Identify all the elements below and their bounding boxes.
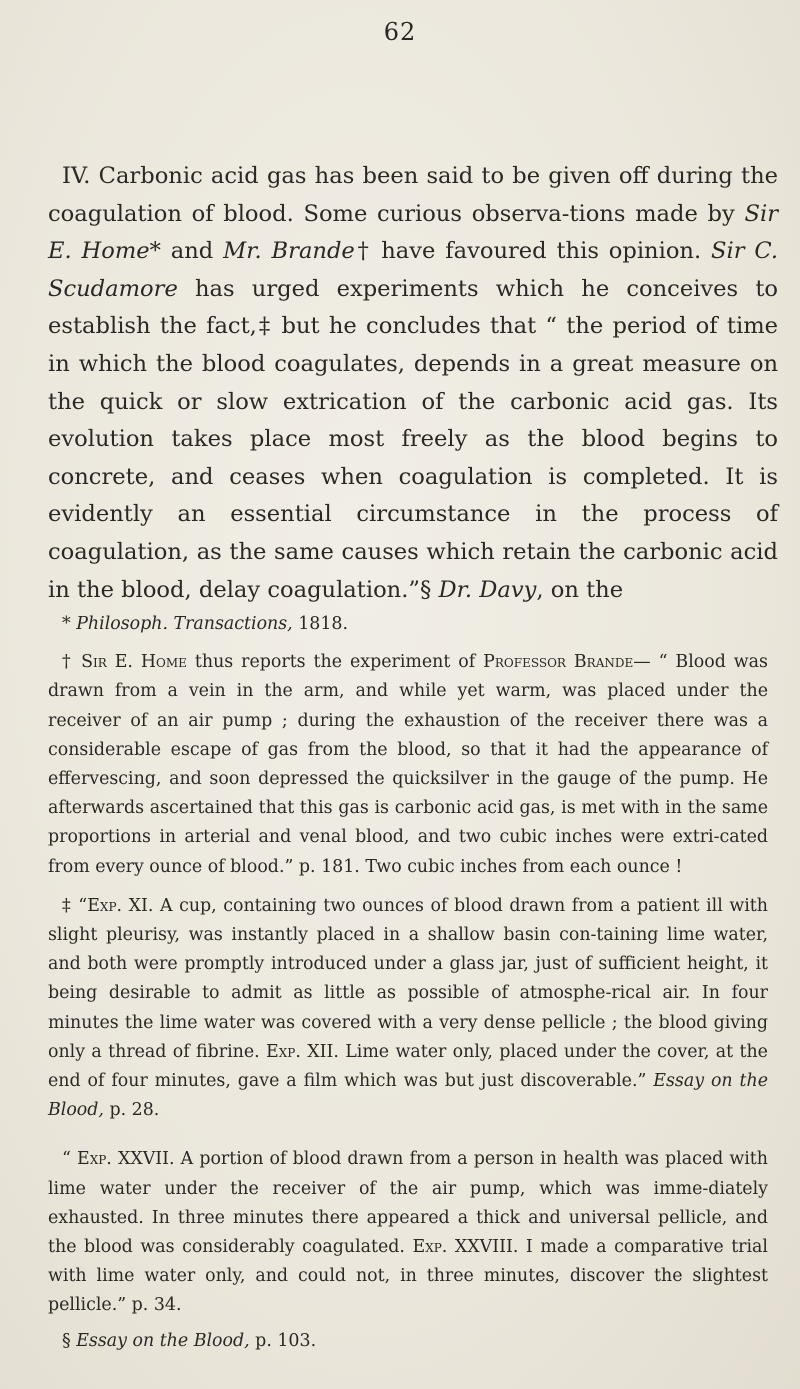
fn2-text-2: — “ Blood was drawn from a vein in the arm, and while yet warm, was placed under the receiver of an air pump ; during the exhaustion of the receiver there was a considerable escape of gas from the blood, so that it had the appearance of effervescing, and soon depressed the quicksilver in the gauge of the pump. He afterwards ascertained that this gas is carbonic acid gas, is met with in the same proportions in arterial and venal blood, and two cubic inches were extri-cated from every ounce of blood.” p. 181. Two cubic inches from each ounce ! — [48, 652, 768, 877]
main-paragraph-block — [48, 158, 778, 609]
p1-text-3: has urged experiments which he conceives to establish the fact,‡ but he concludes that “ the period of time in which the blood coagulates, depends in a great measure on the quick or slow extrication of the carbonic acid gas. Its evolution takes place most freely as the blood begins to concrete, and ceases when coagulation is completed. It is evidently an essential circumstance in the process of coagulation, as the same causes which retain the carbonic acid in the blood, delay coagulation.”§ — [48, 275, 778, 603]
footnote-1 — [48, 610, 768, 639]
footnote-3-continued — [48, 1145, 768, 1320]
paragraph-carbonic-acid — [48, 158, 778, 609]
fn1-title: Philosoph. Transactions, — [76, 614, 293, 634]
p1-name-brande: Mr. Brande — [223, 238, 355, 265]
footnote-2 — [48, 648, 768, 882]
footnote-4 — [48, 1327, 768, 1356]
p1-footnote-mark-1: * — [149, 238, 161, 265]
fn5-page: p. 103. — [249, 1330, 317, 1351]
p1-and: and — [160, 238, 224, 265]
p1-name-scudamore: Sir C. Scudamore — [48, 238, 779, 302]
fn5-mark: § — [62, 1330, 77, 1351]
p1-text-2: have favoured this opinion. — [371, 238, 711, 265]
fn2-name-home: Sir E. Home — [81, 652, 187, 673]
fn4-text-1: A portion of blood drawn from a person in health was placed with lime water under the receiver of the air pump, which was imme-diately exhausted. In three minutes there appeared a thick and universal pellicle, and the blood was considerably coagulated. — [48, 1149, 768, 1258]
p1-footnote-mark-2: † — [354, 238, 372, 265]
fn3-exp-xi: Exp. XI. — [87, 895, 154, 916]
fn4-open-quote: “ — [62, 1149, 77, 1170]
fn3-source: Essay on the Blood, — [48, 1071, 768, 1121]
footnotes-block — [48, 610, 768, 1356]
footnote-3 — [48, 892, 768, 1126]
p1-name-davy: Dr. Davy — [438, 576, 537, 603]
fn3-text-2: Lime water only, placed under the cover, at the end of four minutes, gave a film which was but just discoverable.” — [48, 1041, 768, 1092]
page-number: 62 — [383, 18, 417, 46]
p1-text-1: IV. Carbonic acid gas has been said to be given off during the coagulation of blood. Some curious observa-tions made by — [48, 163, 778, 227]
fn1-year: 1818. — [292, 614, 349, 634]
fn4-exp-xxvii: Exp. XXVII. — [77, 1149, 175, 1170]
fn3-mark: ‡ “ — [62, 895, 88, 916]
fn3-page: p. 28. — [103, 1100, 160, 1121]
fn4-text-2: I made a comparative trial with lime water only, and could not, in three minutes, discover the slightest pellicle.” p. 34. — [48, 1237, 768, 1316]
fn3-text-1: A cup, containing two ounces of blood drawn from a patient ill with slight pleurisy, was instantly placed in a shallow basin con-taining lime water, and both were promptly introduced under a glass jar, just of sufficient height, it being desirable to admit as little as possible of atmosphe-rical air. In four minutes the lime water was covered with a very dense pellicle ; the blood giving only a thread of fibrine. — [48, 895, 768, 1062]
fn2-mark: † — [62, 652, 82, 673]
fn4-exp-xxviii: Exp. XXVIII. — [412, 1237, 519, 1258]
p1-name-home: Sir E. Home — [48, 200, 778, 265]
fn3-exp-xii: Exp. XII. — [266, 1041, 339, 1062]
fn2-name-brande: Professor Brande — [483, 652, 634, 673]
fn2-text-1: thus reports the experiment of — [186, 652, 484, 673]
fn5-source: Essay on the Blood, — [76, 1330, 250, 1351]
p1-text-4: , on the — [536, 576, 624, 603]
fn1-mark: * — [62, 614, 77, 634]
